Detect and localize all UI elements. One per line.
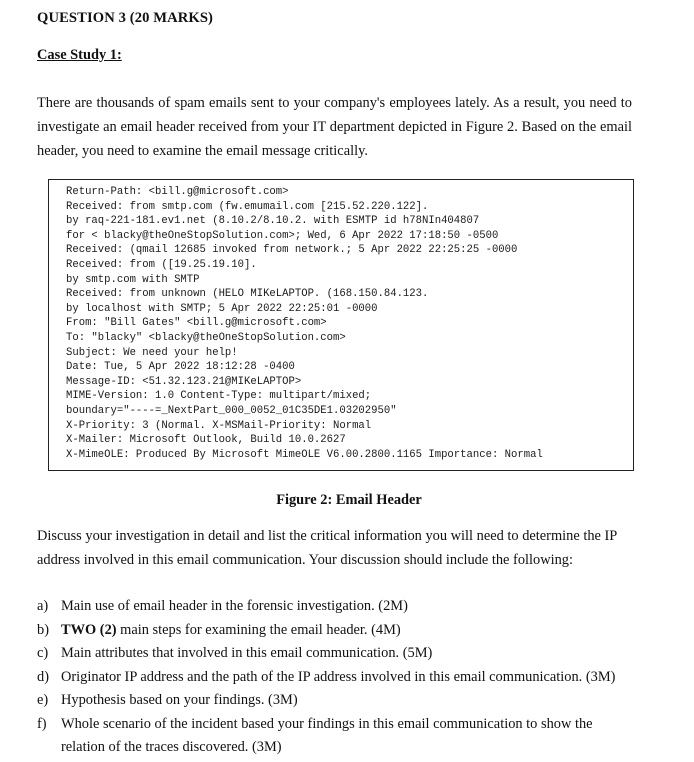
email-header-line: To: "blacky" <blacky@theOneStopSolution.com> [66, 331, 346, 344]
email-header-line: X-MimeOLE: Produced By Microsoft MimeOLE V6.00.2800.1165 Importance: Normal [66, 448, 543, 461]
task-body: Hypothesis based on your findings. (3M) [61, 692, 298, 708]
task-text [61, 713, 632, 760]
email-header-line: by raq-221-181.ev1.net (8.10.2/8.10.2. with ESMTP id h78NIn404807 [66, 215, 480, 228]
intro-paragraph: There are thousands of spam emails sent to your company's employees lately. As a result, you need to investigate an email header received from your IT department depicted in Figure 2. Based on the email header, you need to examine the email message critically. [37, 95, 632, 159]
case-study-title: Case Study 1: [37, 47, 122, 63]
task-letter: e) [37, 692, 49, 708]
email-header-line: X-Mailer: Microsoft Outlook, Build 10.0.2627 [66, 434, 346, 447]
task-text [61, 689, 632, 713]
task-item-b [37, 619, 632, 643]
email-header-line: Date: Tue, 5 Apr 2022 18:12:28 -0400 [66, 361, 295, 374]
task-item-e [37, 689, 632, 713]
task-body: main steps for examining the email header. (4M) [116, 621, 401, 638]
question-title: QUESTION 3 (20 MARKS) [37, 10, 214, 26]
task-item-f [37, 713, 632, 760]
task-item-c [37, 642, 632, 666]
email-header-line: MIME-Version: 1.0 Content-Type: multipart/mixed; [66, 390, 372, 403]
email-header-line: Received: from ([19.25.19.10]. [66, 258, 257, 271]
task-body: Main attributes that involved in this email communication. (5M) [61, 645, 433, 661]
email-header-line: Received: from smtp.com (fw.emumail.com [215.52.220.122]. [66, 200, 429, 213]
email-header-line: Received: (qmail 12685 invoked from network.; 5 Apr 2022 22:25:25 -0000 [66, 244, 518, 257]
task-list [37, 595, 632, 760]
email-header-line: From: "Bill Gates" <bill.g@microsoft.com> [66, 317, 327, 330]
email-header-line: Subject: We need your help! [66, 346, 238, 359]
discussion-paragraph: Discuss your investigation in detail and list the critical information you will need to determine the IP address involved in this email communication. Your discussion should include the following: [37, 528, 617, 568]
task-body: Main use of email header in the forensic investigation. (2M) [61, 598, 408, 614]
email-header-box [48, 179, 634, 471]
email-header-line: Return-Path: <bill.g@microsoft.com> [66, 186, 289, 198]
task-text [61, 595, 632, 619]
email-header-line: Message-ID: <51.32.123.21@MIKeLAPTOP> [66, 375, 302, 388]
task-item-d [37, 666, 632, 690]
task-letter: f) [37, 715, 47, 732]
task-text [61, 666, 632, 690]
task-letter: a) [37, 598, 49, 614]
task-text [61, 642, 632, 666]
task-letter: c) [37, 645, 49, 661]
task-emphasis: TWO (2) [61, 621, 117, 638]
email-header-line: Received: from unknown (HELO MIKeLAPTOP. (168.150.84.123. [66, 288, 429, 301]
figure-caption: Figure 2: Email Header [276, 492, 422, 508]
task-item-a [37, 595, 632, 619]
task-text [61, 619, 632, 643]
email-header-line: by smtp.com with SMTP [66, 273, 200, 286]
task-body: Whole scenario of the incident based your findings in this email communication to show the relation of the traces discovered. (3M) [61, 715, 593, 755]
email-header-line: X-Priority: 3 (Normal. X-MSMail-Priority: Normal [66, 419, 372, 432]
email-header-line: for < blacky@theOneStopSolution.com>; Wed, 6 Apr 2022 17:18:50 -0500 [66, 229, 499, 242]
email-header-line: by localhost with SMTP; 5 Apr 2022 22:25:01 -0000 [66, 302, 378, 315]
email-header-line: boundary="----=_NextPart_000_0052_01C35DE1.03202950" [66, 404, 397, 417]
task-body: Originator IP address and the path of the IP address involved in this email communication. (3M) [61, 668, 616, 685]
task-letter: b) [37, 621, 49, 638]
task-letter: d) [37, 668, 49, 685]
